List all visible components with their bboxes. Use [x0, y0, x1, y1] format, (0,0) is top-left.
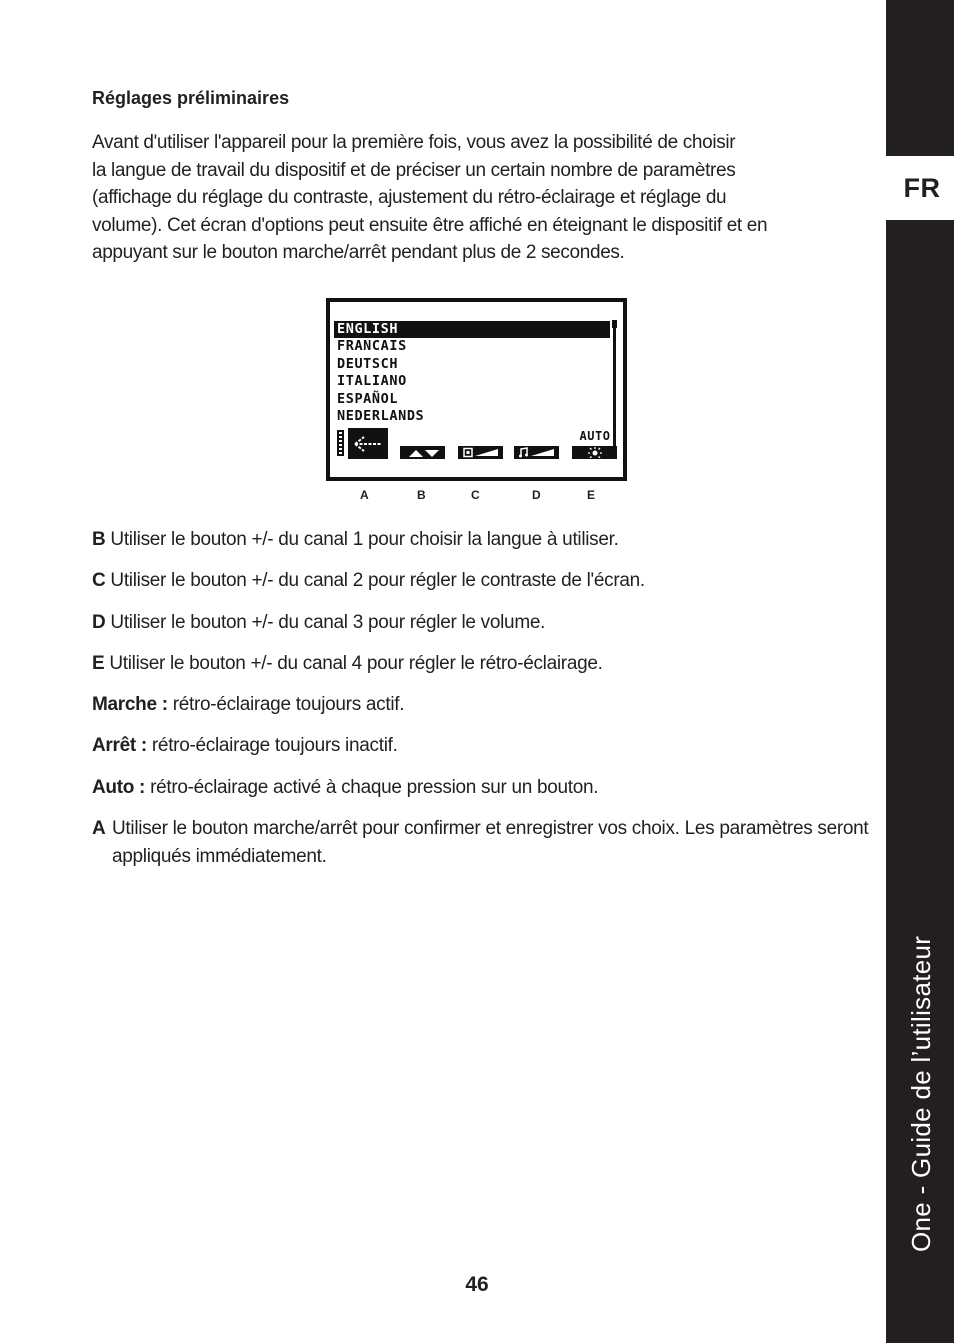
instruction-text: Utiliser le bouton +/- du canal 2 pour régler le contraste de l'écran.: [110, 570, 645, 592]
instruction-key: Marche :: [92, 694, 168, 716]
instruction-text: Utiliser le bouton +/- du canal 1 pour choisir la langue à utiliser.: [110, 529, 619, 550]
instruction-item: [92, 567, 872, 595]
instruction-key: C: [92, 570, 106, 592]
language-option-espanol: ESPAÑOL: [337, 390, 399, 407]
instruction-text: rétro-éclairage toujours inactif.: [151, 735, 398, 757]
language-option-deutsch: DEUTSCH: [337, 355, 399, 372]
intro-paragraph: [92, 129, 852, 267]
instruction-text: rétro-éclairage activé à chaque pression sur un bouton.: [150, 776, 599, 798]
language-tab-label: FR: [903, 172, 941, 203]
instruction-item: [92, 774, 872, 802]
instruction-item: [92, 732, 872, 760]
key-label-d: D: [532, 488, 541, 502]
device-screen: [326, 298, 627, 481]
language-option-nederlands: NEDERLANDS: [337, 407, 425, 424]
key-label-e: E: [587, 488, 596, 502]
instruction-key: D: [92, 611, 106, 633]
instruction-item: [92, 815, 872, 871]
key-label-c: C: [471, 488, 480, 502]
back-arrow-icon: [348, 428, 388, 459]
instruction-item: [92, 650, 872, 678]
guide-title: One - Guide de l’utilisateur: [906, 935, 936, 1252]
intro-line: volume). Cet écran d'options peut ensuite être affiché en éteignant le dispositif et en: [92, 214, 768, 236]
language-menu: [334, 321, 610, 425]
instruction-text: Utiliser le bouton +/- du canal 4 pour régler le rétro-éclairage.: [109, 652, 603, 674]
instruction-text: rétro-éclairage toujours actif.: [172, 694, 405, 716]
language-option-english: ENGLISH: [334, 321, 610, 338]
instruction-item: [92, 691, 872, 719]
instruction-text: Utiliser le bouton marche/arrêt pour confirmer et enregistrer vos choix. Les paramètres seront appliqués immédiatement.: [112, 818, 869, 868]
page-number: 46: [465, 1273, 489, 1296]
instruction-key: Auto :: [92, 776, 146, 798]
instruction-list: [92, 526, 872, 884]
intro-line: appuyant sur le bouton marche/arrêt pendant plus de 2 secondes.: [92, 242, 625, 263]
instruction-item: [92, 609, 872, 637]
intro-line: Avant d'utiliser l'appareil pour la première fois, vous avez la possibilité de choisir: [92, 132, 736, 153]
instruction-key: A: [92, 818, 106, 840]
instruction-item: [92, 526, 872, 554]
sidebar-band: [886, 0, 954, 1343]
intro-line: (affichage du réglage du contraste, ajustement du rétro-éclairage et réglage du: [92, 187, 727, 208]
instruction-key: E: [92, 652, 105, 674]
language-option-francais: FRANCAIS: [337, 338, 407, 355]
volume-icon: [514, 446, 559, 459]
instruction-key: Arrêt :: [92, 735, 147, 757]
key-label-a: A: [360, 488, 369, 502]
instruction-key: B: [92, 529, 106, 550]
up-down-arrows-icon: [400, 446, 445, 459]
language-tab: [886, 156, 954, 220]
auto-label: AUTO: [579, 429, 611, 443]
contrast-icon: [458, 446, 503, 459]
backlight-icon: [572, 446, 617, 459]
instruction-text: Utiliser le bouton +/- du canal 3 pour régler le volume.: [110, 611, 546, 633]
language-option-italiano: ITALIANO: [337, 373, 407, 390]
key-label-b: B: [417, 488, 426, 502]
battery-icon: [337, 430, 344, 456]
section-heading: Réglages préliminaires: [92, 88, 290, 108]
intro-line: la langue de travail du dispositif et de préciser un certain nombre de paramètres: [92, 159, 736, 181]
